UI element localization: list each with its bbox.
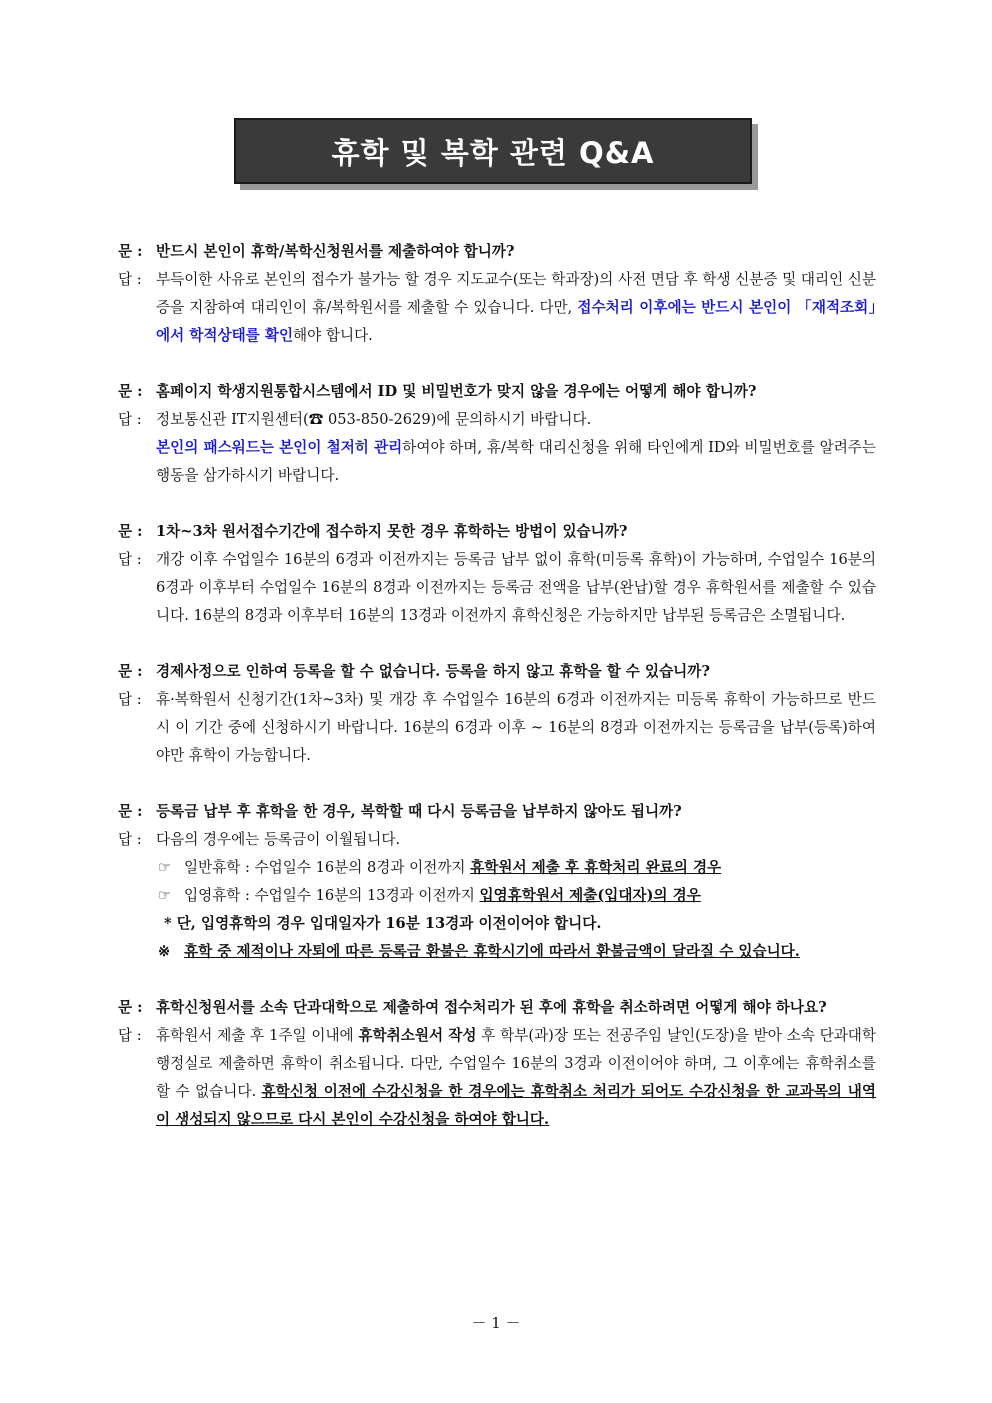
question-label: 문 : bbox=[118, 243, 143, 260]
answer-text: 휴·복학원서 신청기간(1차~3차) 및 개강 후 수업일수 16분의 6경과 이전까지는 미등록 휴학이 가능하므로 반드시 이 기간 중에 신청하시기 바랍니다. 16분의 6경과 이후 ~ 16분의 8경과 이전까지는 등록금을 납부(등록)하여야만 휴학이 가능합니다. bbox=[156, 691, 876, 764]
answer-part: 정보통신관 IT지원센터(☎ 053-850-2629)에 문의하시기 바랍니다. bbox=[156, 411, 592, 428]
answer-label: 답 : bbox=[118, 831, 142, 848]
list-item-text bbox=[184, 854, 721, 882]
question-text: 등록금 납부 후 휴학을 한 경우, 복학할 때 다시 등록금을 납부하지 않아도 됩니까? bbox=[156, 803, 682, 820]
qa-item-4 bbox=[118, 658, 876, 770]
answer-bold: 휴학취소원서 작성 bbox=[358, 1027, 477, 1044]
list-item bbox=[118, 854, 876, 882]
note-1 bbox=[118, 910, 876, 938]
question-row bbox=[118, 994, 876, 1022]
qa-item-5 bbox=[118, 798, 876, 966]
answer-part: 휴학원서 제출 후 1주일 이내에 bbox=[156, 1027, 359, 1044]
qa-list bbox=[118, 238, 876, 1162]
answer-underline: 휴학신청 이전에 수강신청을 한 경우에는 휴학취소 처리가 되어도 수강신청을 한 교과목의 내역이 생성되지 않으므로 다시 본인이 수강신청을 하여야 합니다. bbox=[156, 1083, 876, 1128]
list-item bbox=[118, 882, 876, 910]
reference-mark-icon: ※ bbox=[158, 943, 171, 960]
answer-part: 부득이한 사유로 본인의 접수가 불가능 할 경우 지도교수(또는 학과장)의 사전 면담 후 학생 신분증 및 대리인 신분증을 지참하여 대리인이 휴/복학원서를 제출할 수 있습니다. 다만, bbox=[156, 271, 877, 316]
note-2 bbox=[118, 938, 876, 966]
answer-row bbox=[118, 546, 876, 630]
qa-item-2 bbox=[118, 378, 876, 490]
note-text: * 단, 입영휴학의 경우 입대일자가 16분 13경과 이전이어야 합니다. bbox=[164, 915, 602, 932]
pointing-hand-icon: ☞ bbox=[158, 859, 172, 876]
question-row bbox=[118, 798, 876, 826]
answer-label: 답 : bbox=[118, 271, 142, 288]
question-row bbox=[118, 378, 876, 406]
list-item-text bbox=[184, 882, 701, 910]
list-item-part: 일반휴학 : 수업일수 16분의 8경과 이전까지 bbox=[184, 859, 471, 876]
answer-label: 답 : bbox=[118, 551, 142, 568]
answer-part: 해야 합니다. bbox=[293, 327, 373, 344]
list-item-part: 입영휴학 : 수업일수 16분의 13경과 이전까지 bbox=[184, 887, 480, 904]
page-number: － 1 － bbox=[471, 1314, 521, 1332]
answer-part: 후 학부(과)장 또는 전공주임 날인(도장)을 받아 소속 단과대학 행정실로 제출하면 휴학이 취소됩니다. 다만, 수업일수 16분의 3경과 이전이어야 하며, 그 이후에는 휴학취소를 할 수 없습니다. bbox=[156, 1027, 876, 1100]
title-box bbox=[234, 118, 752, 184]
answer-row bbox=[118, 406, 876, 490]
page-title: 휴학 및 복학 관련 Q&A bbox=[331, 135, 655, 170]
answer-text bbox=[156, 1022, 876, 1134]
qa-item-1 bbox=[118, 238, 876, 350]
answer-text bbox=[156, 406, 876, 490]
answer-label: 답 : bbox=[118, 691, 142, 708]
question-text: 휴학신청원서를 소속 단과대학으로 제출하여 접수처리가 된 후에 휴학을 취소하려면 어떻게 해야 하나요? bbox=[156, 999, 827, 1016]
list-item-emphasis: 휴학원서 제출 후 휴학처리 완료의 경우 bbox=[470, 859, 722, 876]
answer-text: 개강 이후 수업일수 16분의 6경과 이전까지는 등록금 납부 없이 휴학(미등록 휴학)이 가능하며, 수업일수 16분의 6경과 이후부터 수업일수 16분의 8경과 이전까지는 등록금 전액을 납부(완납)할 경우 휴학원서를 제출할 수 있습니다. 16분의 8경과 이후부터 16분의 13경과 이전까지 휴학신청은 가능하지만 납부된 등록금은 소멸됩니다. bbox=[156, 551, 876, 624]
note-text: 휴학 중 제적이나 자퇴에 따른 등록금 환불은 휴학시기에 따라서 환불금액이 달라질 수 있습니다. bbox=[184, 943, 800, 960]
question-label: 문 : bbox=[118, 523, 143, 540]
question-label: 문 : bbox=[118, 803, 143, 820]
answer-highlight: 접수처리 이후에는 반드시 본인이 「재적조회」에서 학적상태를 확인 bbox=[156, 299, 876, 344]
question-row bbox=[118, 238, 876, 266]
question-label: 문 : bbox=[118, 663, 143, 680]
question-row bbox=[118, 658, 876, 686]
question-label: 문 : bbox=[118, 383, 143, 400]
pointing-hand-icon: ☞ bbox=[158, 887, 172, 904]
title-banner bbox=[234, 118, 752, 184]
answer-text: 다음의 경우에는 등록금이 이월됩니다. bbox=[156, 831, 401, 848]
question-row bbox=[118, 518, 876, 546]
qa-item-3 bbox=[118, 518, 876, 630]
answer-row bbox=[118, 826, 876, 854]
question-text: 경제사정으로 인하여 등록을 할 수 없습니다. 등록을 하지 않고 휴학을 할 수 있습니까? bbox=[156, 663, 710, 680]
list-item-emphasis: 입영휴학원서 제출(입대자)의 경우 bbox=[479, 887, 701, 904]
answer-row bbox=[118, 686, 876, 770]
question-text: 홈페이지 학생지원통합시스템에서 ID 및 비밀번호가 맞지 않을 경우에는 어떻게 해야 합니까? bbox=[156, 383, 757, 400]
answer-part: 하여야 하며, 휴/복학 대리신청을 위해 타인에게 ID와 비밀번호를 알려주는 행동을 삼가하시기 바랍니다. bbox=[156, 439, 876, 484]
qa-item-6 bbox=[118, 994, 876, 1134]
answer-row bbox=[118, 266, 876, 350]
answer-label: 답 : bbox=[118, 1027, 142, 1044]
answer-label: 답 : bbox=[118, 411, 142, 428]
question-text: 반드시 본인이 휴학/복학신청원서를 제출하여야 합니까? bbox=[156, 243, 515, 260]
answer-row bbox=[118, 1022, 876, 1134]
answer-text bbox=[156, 266, 876, 350]
question-text: 1차~3차 원서접수기간에 접수하지 못한 경우 휴학하는 방법이 있습니까? bbox=[156, 523, 628, 540]
question-label: 문 : bbox=[118, 999, 143, 1016]
answer-highlight: 본인의 패스워드는 본인이 철저히 관리 bbox=[156, 439, 403, 456]
